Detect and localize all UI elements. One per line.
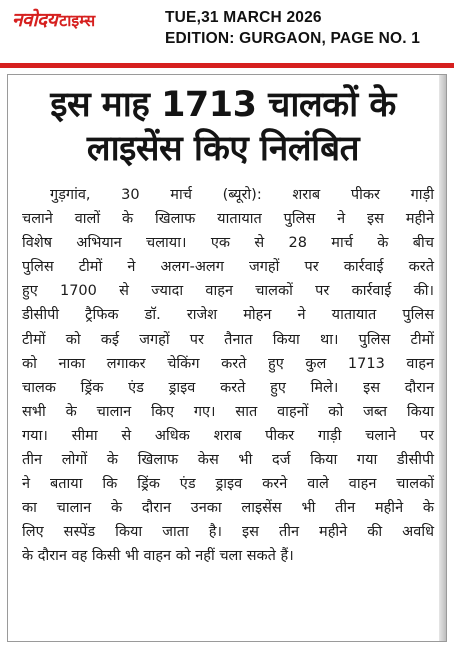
article-body-line: लिए सस्पेंड किया जाता है। इस तीन महीने की अवधि [22, 524, 434, 541]
publication-date: TUE,31 MARCH 2026 [165, 9, 322, 26]
news-clipping [7, 74, 447, 642]
article-body-line: चलाने वालों के खिलाफ यातायात पुलिस ने इस महीने [22, 211, 434, 228]
article-body-line: विशेष अभियान चलाया। एक से 28 मार्च के बीच [22, 235, 434, 252]
article-body-line: ने बताया कि ड्रिंक एंड ड्राइव करने वाले वाहन चालकों [22, 476, 434, 493]
article-headline [8, 83, 438, 171]
article-body-line: के दौरान वह किसी भी वाहन को नहीं चला सकते हैं। [22, 548, 294, 565]
masthead-divider [0, 63, 454, 68]
article-body-line: गया। सीमा से अधिक शराब पीकर गाड़ी चलाने पर [22, 427, 434, 444]
logo-text-times: टाइम्स [59, 11, 96, 30]
article-body-line: को नाका लगाकर चेकिंग करते हुए कुल 1713 वाहन [22, 355, 434, 372]
adjacent-column-edge [439, 75, 446, 642]
article-body-line: तीन लोगों के खिलाफ केस भी दर्ज किया गया डीसीपी [22, 452, 434, 469]
article-body-line: चालक ड्रिंक एंड ड्राइव करते हुए मिले। इस दौरान [22, 379, 434, 396]
article-body-line: सभी के चालान किए गए। सात वाहनों को जब्त किया [22, 403, 434, 420]
headline-line-1: इस माह 1713 चालकों के [50, 85, 396, 125]
article-body-line: गुड़गांव, 30 मार्च (ब्यूरो): शराब पीकर गाड़ी [50, 187, 434, 203]
article-body [22, 183, 434, 569]
article-body-line: हुए 1700 से ज्यादा वाहन चालकों पर कार्रवाई की। [22, 283, 434, 300]
article-body-line: टीमों को कई जगहों पर तैनात किया था। पुलिस टीमों [22, 331, 434, 348]
edition-page-number: EDITION: GURGAON, PAGE NO. 1 [165, 30, 421, 47]
article-body-line: का चालान के दौरान उनका लाइसेंस भी तीन महीने के [22, 500, 434, 517]
edition-info [165, 7, 420, 49]
newspaper-logo [12, 9, 95, 32]
article-body-line: पुलिस टीमों ने अलग-अलग जगहों पर कार्रवाई करते [22, 259, 434, 276]
article-body-line: डीसीपी ट्रैफिक डॉ. राजेश मोहन ने यातायात पुलिस [22, 307, 434, 324]
masthead [0, 0, 454, 62]
logo-text-navodaya: नवोदय [12, 9, 58, 31]
headline-line-2: लाइसेंस किए निलंबित [86, 129, 360, 169]
